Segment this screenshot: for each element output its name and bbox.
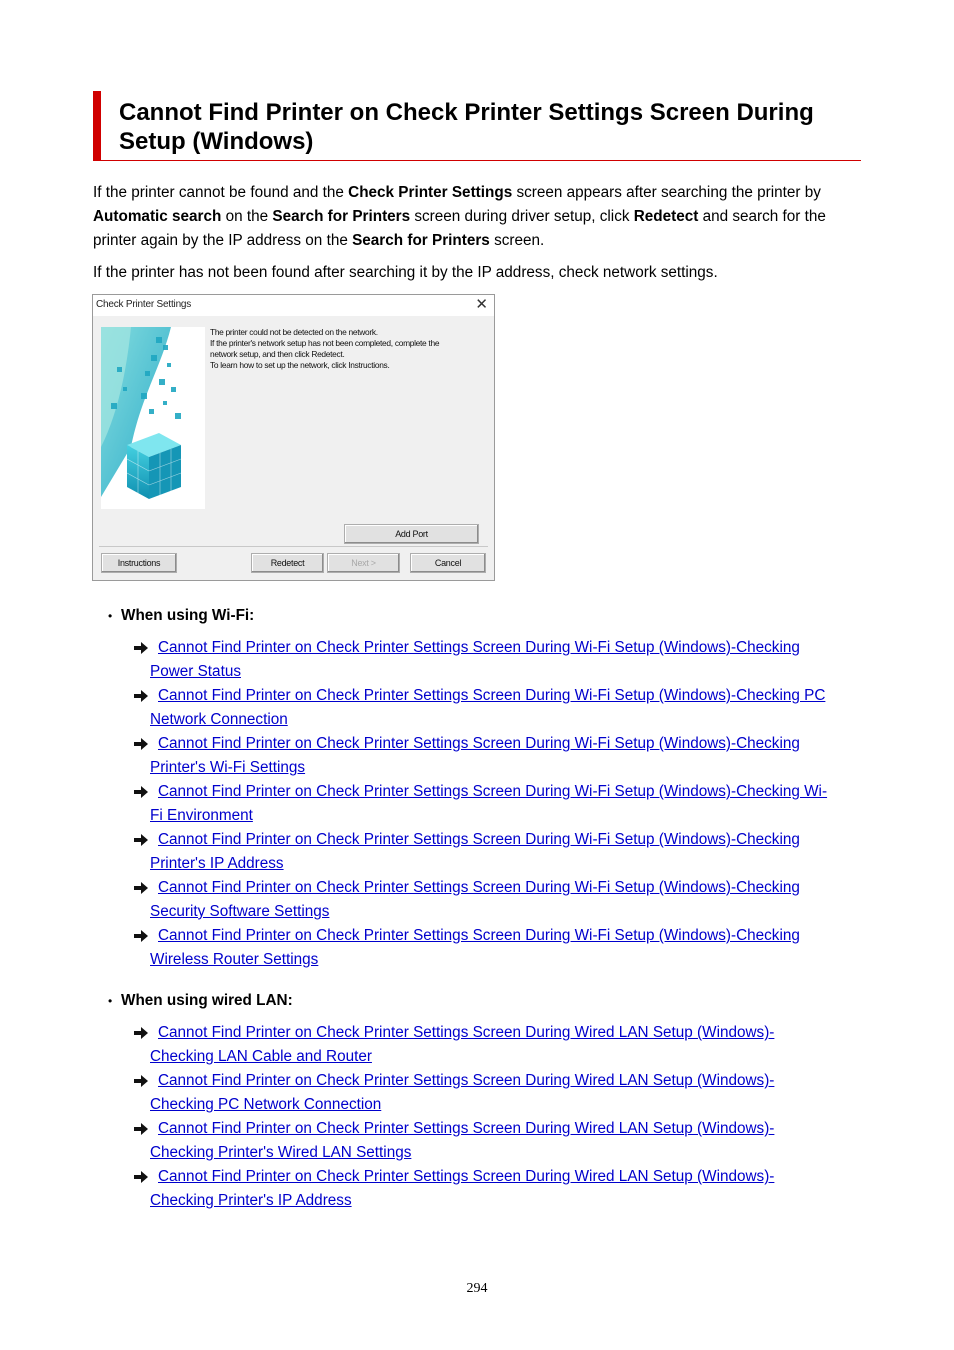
ui-term: Automatic search: [93, 208, 222, 225]
related-topic-link[interactable]: Security Software Settings: [150, 903, 330, 920]
wifi-heading-text: When using Wi-Fi:: [121, 607, 255, 624]
related-link-item: [133, 636, 868, 684]
related-topic-link[interactable]: Fi Environment: [150, 807, 253, 824]
related-topic-link[interactable]: Cannot Find Printer on Check Printer Settings Screen During Wired LAN Setup (Windows)-: [158, 1120, 775, 1137]
related-link-item: [133, 876, 868, 924]
ui-term: Check Printer Settings: [348, 184, 513, 201]
wifi-link-list: [133, 636, 868, 972]
redetect-button[interactable]: Redetect: [251, 553, 324, 573]
related-topic-link[interactable]: Wireless Router Settings: [150, 951, 319, 968]
next-button[interactable]: Next >: [327, 553, 400, 573]
arrow-right-icon: [133, 689, 150, 703]
dialog-titlebar: [93, 295, 494, 316]
related-link-item: [133, 732, 868, 780]
arrow-right-icon: [133, 1074, 150, 1088]
ui-term: Search for Printers: [352, 232, 490, 249]
wifi-section-heading: [108, 604, 254, 628]
related-topic-link[interactable]: Cannot Find Printer on Check Printer Settings Screen During Wi-Fi Setup (Windows)-Checking PC: [158, 687, 826, 704]
arrow-right-icon: [133, 929, 150, 943]
ui-term: Search for Printers: [272, 208, 411, 225]
dialog-message-line: The printer could not be detected on the network.: [210, 327, 378, 337]
related-topic-link[interactable]: Network Connection: [150, 711, 288, 728]
network-settings-note: If the printer has not been found after searching it by the IP address, check network settings.: [93, 264, 718, 281]
intro-text: If the printer cannot be found and the: [93, 184, 349, 201]
wired-heading-text: When using wired LAN:: [121, 992, 293, 1009]
arrow-right-icon: [133, 641, 150, 655]
bullet-icon: •: [108, 994, 113, 1008]
intro-text: screen appears after searching the printer by: [512, 184, 821, 201]
dialog-separator: [99, 546, 488, 547]
related-link-item: [133, 1117, 868, 1165]
intro-text: screen during driver setup, click: [410, 208, 634, 225]
arrow-right-icon: [133, 833, 150, 847]
related-link-item: [133, 828, 868, 876]
wired-section-heading: [108, 989, 293, 1013]
related-topic-link[interactable]: Cannot Find Printer on Check Printer Settings Screen During Wired LAN Setup (Windows)-: [158, 1072, 775, 1089]
related-topic-link[interactable]: Cannot Find Printer on Check Printer Settings Screen During Wired LAN Setup (Windows)-: [158, 1024, 775, 1041]
related-link-item: [133, 780, 868, 828]
related-link-item: [133, 1021, 868, 1069]
related-topic-link[interactable]: Cannot Find Printer on Check Printer Settings Screen During Wi-Fi Setup (Windows)-Checking: [158, 639, 800, 656]
dialog-message-line: To learn how to set up the network, click Instructions.: [210, 360, 390, 370]
arrow-right-icon: [133, 1170, 150, 1184]
related-topic-link[interactable]: Checking Printer's Wired LAN Settings: [150, 1144, 412, 1161]
related-link-item: [133, 1069, 868, 1117]
related-topic-link[interactable]: Checking PC Network Connection: [150, 1096, 382, 1113]
related-topic-link[interactable]: Cannot Find Printer on Check Printer Settings Screen During Wi-Fi Setup (Windows)-Checking Wi-: [158, 783, 828, 800]
arrow-right-icon: [133, 737, 150, 751]
related-topic-link[interactable]: Cannot Find Printer on Check Printer Settings Screen During Wi-Fi Setup (Windows)-Checking: [158, 927, 800, 944]
related-topic-link[interactable]: Checking LAN Cable and Router: [150, 1048, 372, 1065]
bullet-icon: •: [108, 609, 113, 623]
cancel-button[interactable]: Cancel: [410, 553, 486, 573]
related-topic-link[interactable]: Cannot Find Printer on Check Printer Settings Screen During Wi-Fi Setup (Windows)-Checking: [158, 879, 800, 896]
intro-text: and search for the printer again by the IP address on the: [93, 208, 826, 249]
instructions-button[interactable]: Instructions: [101, 553, 177, 573]
related-topic-link[interactable]: Cannot Find Printer on Check Printer Settings Screen During Wi-Fi Setup (Windows)-Checking: [158, 735, 800, 752]
dialog-title: Check Printer Settings: [96, 299, 192, 310]
related-link-item: [133, 684, 868, 732]
wired-link-list: [133, 1021, 868, 1213]
add-port-button[interactable]: Add Port: [344, 524, 479, 544]
dialog-message-line: network setup, and then click Redetect.: [210, 349, 345, 359]
page-number: 294: [466, 1281, 488, 1296]
related-topic-link[interactable]: Cannot Find Printer on Check Printer Settings Screen During Wired LAN Setup (Windows)-: [158, 1168, 775, 1185]
related-topic-link[interactable]: Checking Printer's IP Address: [150, 1192, 352, 1209]
arrow-right-icon: [133, 1122, 150, 1136]
dialog-message: [210, 327, 490, 371]
section-title-block: [93, 91, 861, 161]
related-topic-link[interactable]: Printer's Wi-Fi Settings: [150, 759, 306, 776]
related-link-item: [133, 1165, 868, 1213]
arrow-right-icon: [133, 785, 150, 799]
check-printer-settings-dialog: [92, 294, 495, 581]
arrow-right-icon: [133, 1026, 150, 1040]
intro-paragraph: [93, 181, 868, 253]
related-topic-link[interactable]: Printer's IP Address: [150, 855, 284, 872]
close-icon[interactable]: ✕: [475, 296, 488, 313]
page-title: Cannot Find Printer on Check Printer Settings Screen During Setup (Windows): [119, 99, 814, 155]
printer-network-illustration: [101, 327, 205, 509]
dialog-message-line: If the printer's network setup has not been completed, complete the: [210, 338, 440, 348]
intro-text: on the: [221, 208, 273, 225]
ui-term: Redetect: [633, 208, 699, 225]
related-topic-link[interactable]: Cannot Find Printer on Check Printer Settings Screen During Wi-Fi Setup (Windows)-Checking: [158, 831, 800, 848]
related-link-item: [133, 924, 868, 972]
related-topic-link[interactable]: Power Status: [150, 663, 241, 680]
intro-text: screen.: [489, 232, 545, 249]
arrow-right-icon: [133, 881, 150, 895]
